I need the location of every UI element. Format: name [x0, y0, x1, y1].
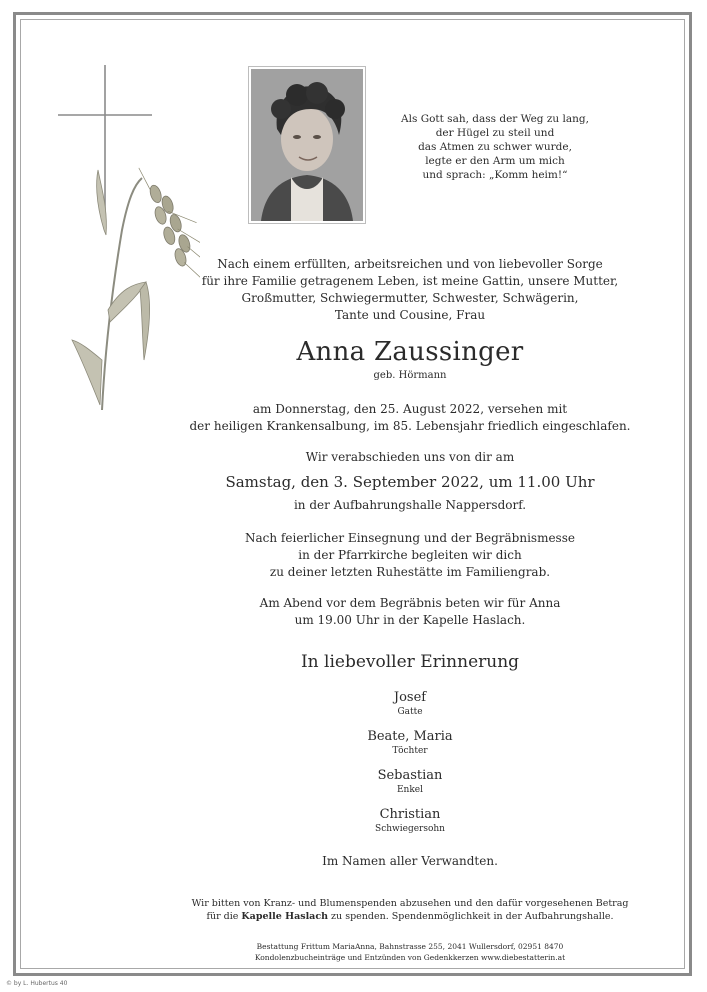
relative-name: Beate, Maria — [367, 729, 453, 744]
prayer-line: Am Abend vor dem Begräbnis beten wir für Anna — [259, 596, 561, 610]
portrait-photo — [248, 66, 366, 224]
ceremony-line: Nach feierlicher Einsegnung und der Begräbnismesse — [245, 531, 575, 545]
donation-line-2 — [160, 910, 660, 923]
intro-line: Nach einem erfüllten, arbeitsreichen und von liebevoller Sorge — [217, 257, 603, 271]
farewell-date: Samstag, den 3. September 2022, um 11.00 Uhr — [225, 473, 595, 491]
donation-chapel: Kapelle Haslach — [241, 911, 329, 922]
death-text — [160, 401, 660, 435]
ceremony-line: zu deiner letzten Ruhestätte im Familiengrab. — [269, 565, 551, 579]
relative-entry — [160, 729, 660, 757]
poem-line: das Atmen zu schwer wurde, — [418, 141, 572, 153]
death-line: der heiligen Krankensalbung, im 85. Lebensjahr friedlich eingeschlafen. — [189, 419, 631, 433]
intro-text — [160, 256, 660, 324]
copyright-note: © by L. Hubertus 40 — [6, 980, 68, 987]
prayer-text — [160, 595, 660, 629]
intro-line: Tante und Cousine, Frau — [334, 308, 486, 322]
donation-post: zu spenden. Spendenmöglichkeit in der Aufbahrungshalle. — [328, 911, 614, 922]
poem-line: legte er den Arm um mich — [425, 155, 565, 167]
imprint — [160, 941, 660, 963]
donation-text — [160, 897, 660, 923]
poem-line: Als Gott sah, dass der Weg zu lang, — [401, 113, 589, 125]
poem-line: und sprach: „Komm heim!“ — [422, 169, 568, 181]
imprint-line: Kondolenzbucheinträge und Entzünden von Gedenkkerzen www.diebestatterin.at — [254, 953, 566, 962]
relative-entry — [160, 768, 660, 796]
birth-name: geb. Hörmann — [373, 370, 447, 381]
prayer-line: um 19.00 Uhr in der Kapelle Haslach. — [294, 613, 526, 627]
death-line: am Donnerstag, den 25. August 2022, versehen mit — [252, 402, 568, 416]
farewell-intro: Wir verabschieden uns von dir am — [305, 450, 515, 464]
poem — [390, 112, 600, 182]
relative-role: Enkel — [396, 785, 424, 795]
relative-entry — [160, 690, 660, 718]
poem-line: der Hügel zu steil und — [435, 127, 555, 139]
relative-role: Töchter — [392, 746, 428, 756]
relative-role: Schwiegersohn — [375, 824, 445, 834]
donation-line-1: Wir bitten von Kranz- und Blumenspenden abzusehen und den dafür vorgesehenen Betrag — [191, 898, 629, 909]
relative-name: Sebastian — [377, 768, 443, 783]
ceremony-line: in der Pfarrkirche begleiten wir dich — [298, 548, 522, 562]
ceremony-text — [160, 530, 660, 581]
imprint-line: Bestattung Frittum MariaAnna, Bahnstrasse 255, 2041 Wullersdorf, 02951 8470 — [256, 942, 564, 951]
relative-role: Gatte — [397, 707, 423, 717]
relative-name: Josef — [393, 690, 427, 705]
donation-pre: für die — [206, 911, 242, 922]
deceased-name: Anna Zaussinger — [296, 337, 524, 367]
on-behalf-text: Im Namen aller Verwandten. — [322, 854, 498, 868]
relative-name: Christian — [379, 807, 441, 822]
portrait-image — [251, 69, 363, 221]
relative-entry — [160, 807, 660, 835]
memory-heading: In liebevoller Erinnerung — [300, 652, 520, 672]
farewell-place: in der Aufbahrungshalle Nappersdorf. — [293, 498, 527, 512]
intro-line: Großmutter, Schwiegermutter, Schwester, Schwägerin, — [241, 291, 579, 305]
intro-line: für ihre Familie getragenem Leben, ist meine Gattin, unsere Mutter, — [201, 274, 619, 288]
